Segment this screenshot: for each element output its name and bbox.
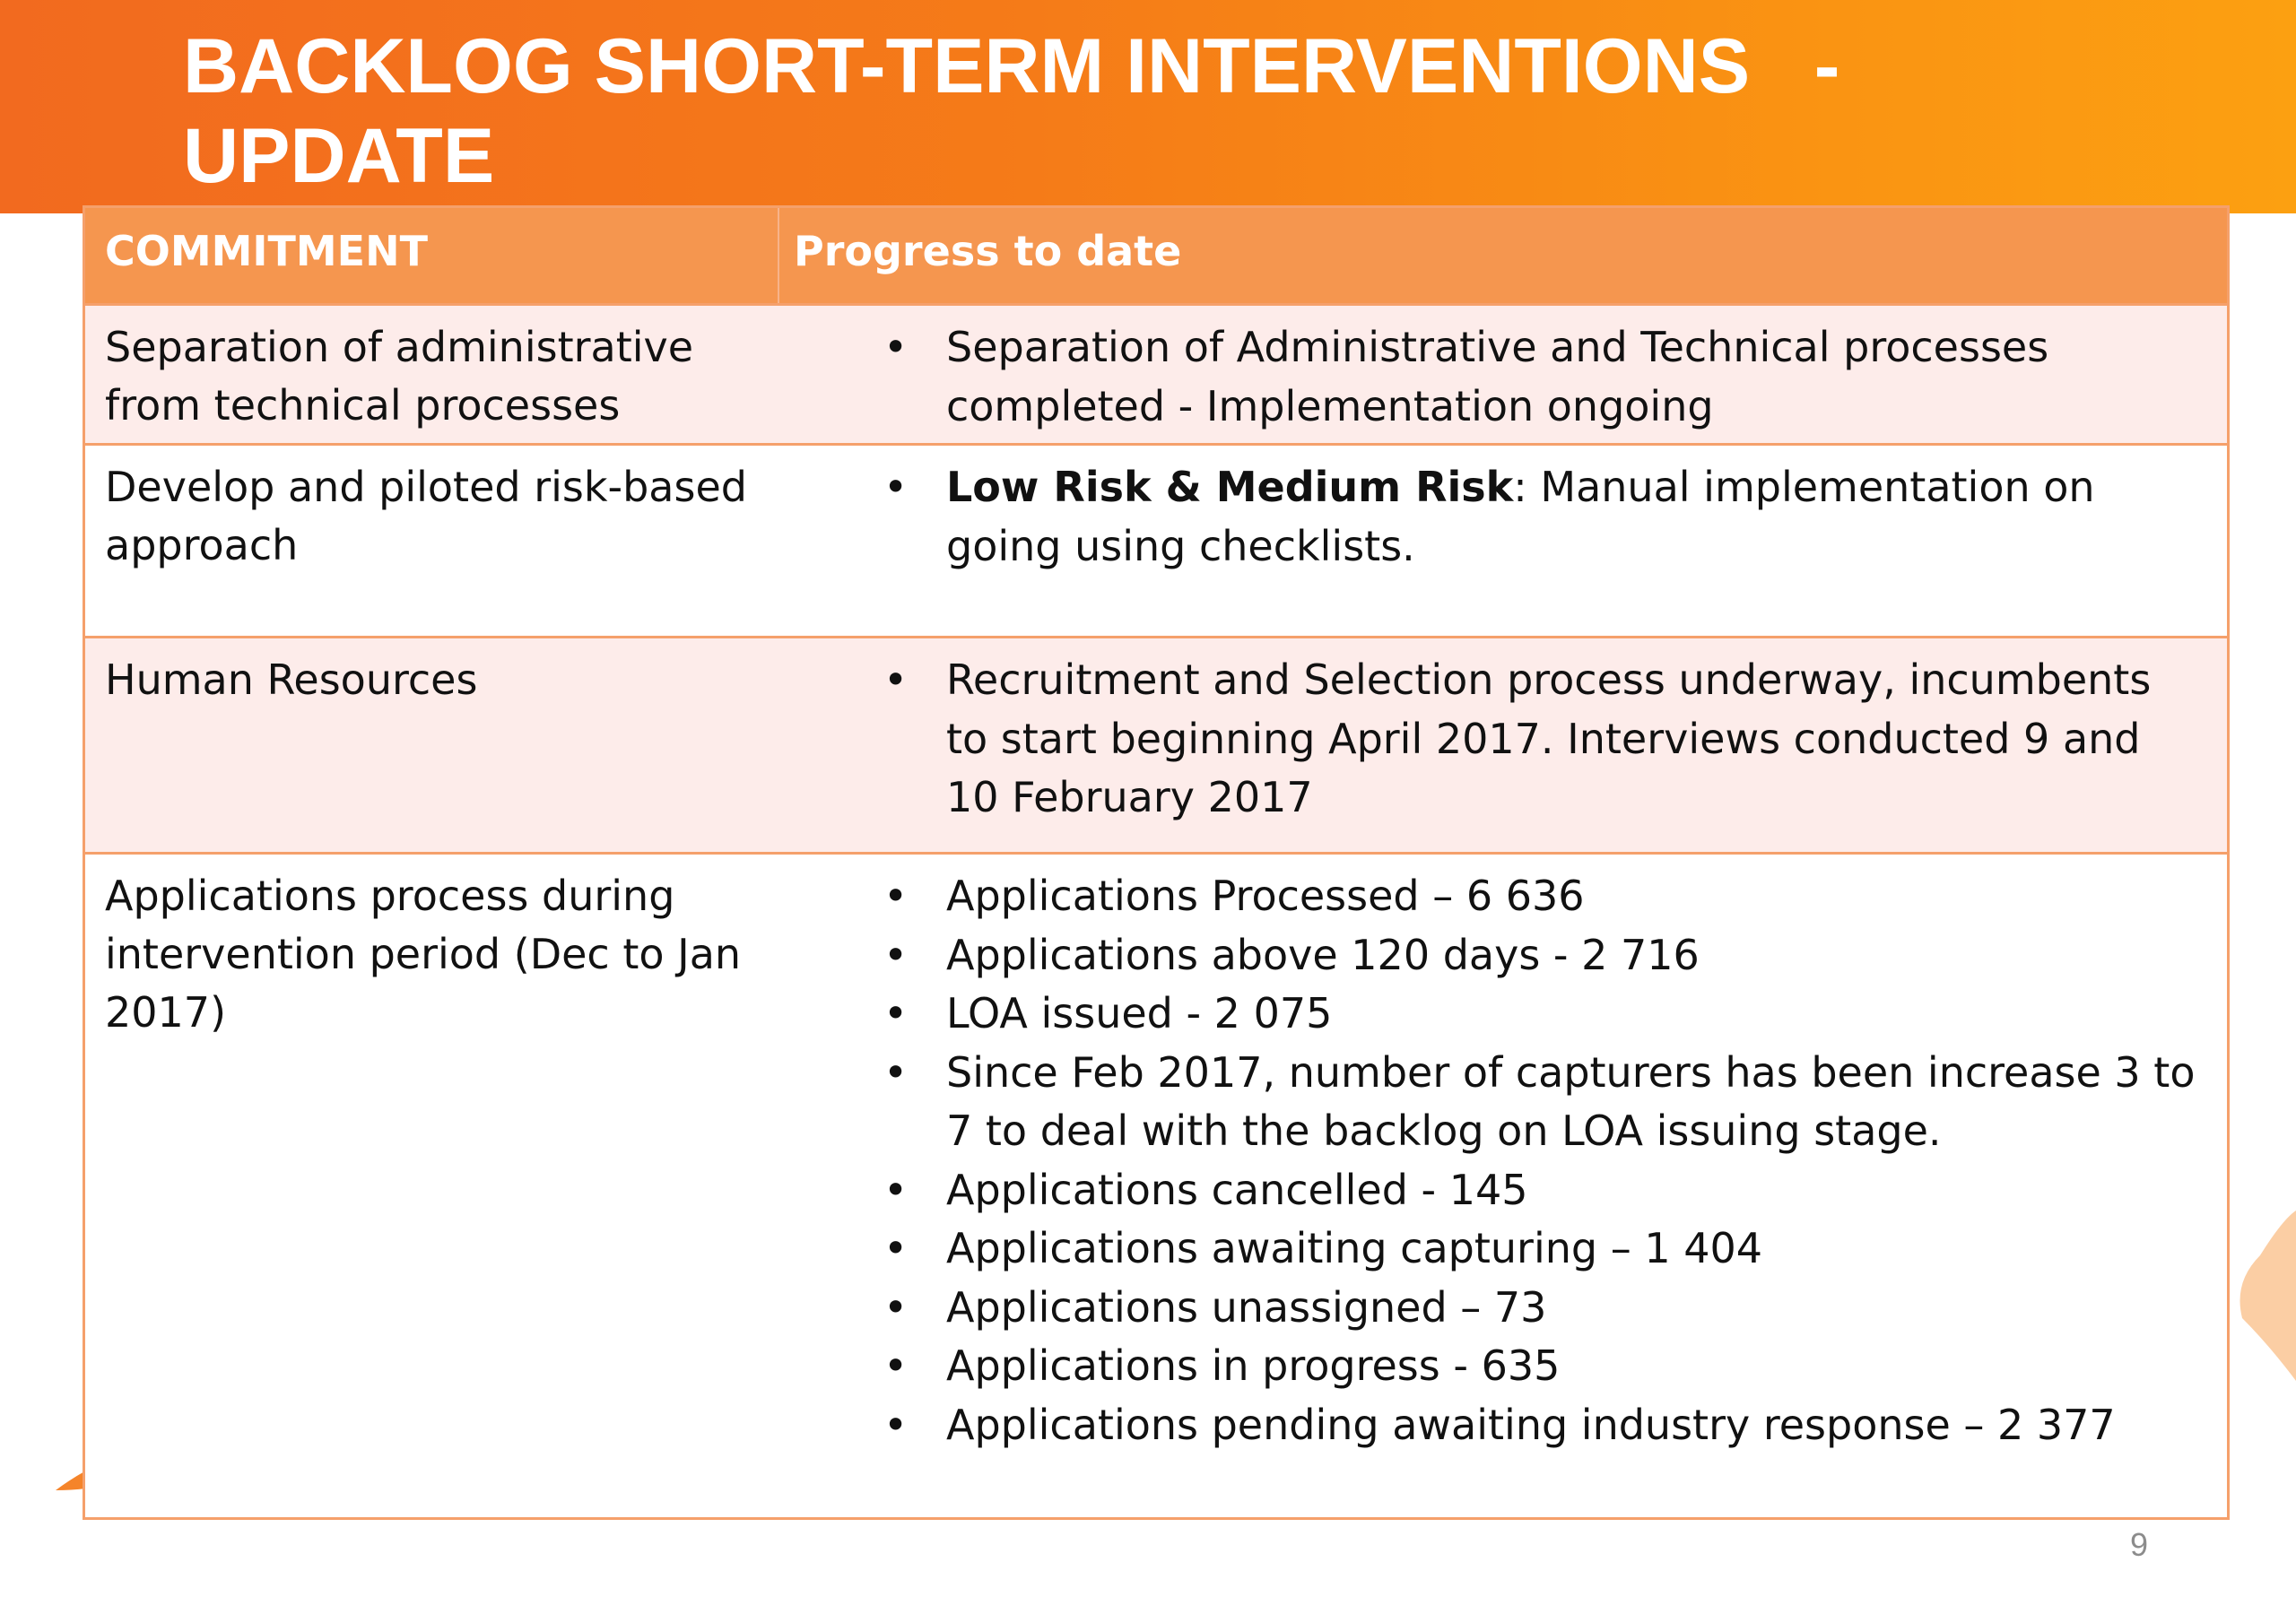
- progress-item: • LOA issued - 2 075: [779, 985, 2209, 1044]
- bullet-icon: •: [883, 1224, 909, 1272]
- table-row: [85, 638, 2227, 855]
- commitment-text: Develop and piloted risk-based approach: [105, 463, 761, 569]
- bullet-icon: •: [883, 1400, 909, 1449]
- table-row: [85, 446, 2227, 638]
- bullet-icon: •: [883, 989, 909, 1037]
- slide-title: BACKLOG SHORT-TERM INTERVENTIONS - UPDATE: [183, 23, 1862, 199]
- bullet-icon: •: [883, 463, 909, 511]
- table-header-row: [85, 208, 2227, 306]
- progress-item: • Applications pending awaiting industry response – 2 377: [779, 1396, 2209, 1455]
- progress-item: • Low Risk & Medium Risk: Manual implementation on going using checklists.: [779, 458, 2209, 576]
- commitment-text: Separation of administrative from technical processes: [105, 323, 707, 430]
- progress-item: • Applications in progress - 635: [779, 1337, 2209, 1396]
- bullet-icon: •: [883, 323, 909, 371]
- progress-cell: [779, 638, 2227, 852]
- table-row: [85, 306, 2227, 446]
- bullet-icon: •: [883, 1282, 909, 1332]
- progress-item: • Separation of Administrative and Technical processes completed - Implementation ongoing: [779, 318, 2209, 436]
- bullet-icon: •: [883, 930, 909, 979]
- commitment-text: Applications process during intervention period (Dec to Jan 2017): [105, 872, 754, 1037]
- header-progress: Progress to date: [794, 227, 1182, 275]
- header-cell-progress: [779, 208, 2227, 303]
- header-commitment: COMMITMENT: [105, 227, 428, 275]
- progress-item: • Applications Processed – 6 636: [779, 867, 2209, 926]
- risk-label: Low Risk & Medium Risk: [946, 463, 1514, 511]
- progress-item: • Since Feb 2017, number of capturers has been increase 3 to 7 to deal with the backlog on LOA issuing stage.: [779, 1044, 2209, 1161]
- progress-cell: [779, 446, 2227, 636]
- commitment-text: Human Resources: [105, 655, 478, 704]
- commitments-table: [83, 205, 2230, 1520]
- progress-cell: [779, 306, 2227, 443]
- progress-list: [779, 651, 2209, 828]
- progress-item: • Applications awaiting capturing – 1 404: [779, 1219, 2209, 1279]
- bullet-icon: •: [883, 1165, 909, 1214]
- page-number: 9: [2130, 1526, 2149, 1563]
- bullet-icon: •: [883, 1047, 909, 1097]
- table-row: [85, 855, 2227, 1517]
- bullet-icon: •: [883, 655, 909, 704]
- commitment-cell: [85, 306, 779, 443]
- bullet-icon: •: [883, 872, 909, 920]
- commitment-cell: [85, 638, 779, 852]
- progress-cell: [779, 855, 2227, 1517]
- header-cell-commitment: [85, 208, 779, 303]
- progress-item: • Applications unassigned – 73: [779, 1279, 2209, 1338]
- progress-list: [779, 318, 2209, 436]
- progress-item: • Applications above 120 days - 2 716: [779, 926, 2209, 985]
- progress-list: [779, 458, 2209, 576]
- progress-list: [779, 867, 2209, 1454]
- commitment-cell: [85, 446, 779, 636]
- progress-item: • Applications cancelled - 145: [779, 1161, 2209, 1220]
- bullet-icon: •: [883, 1341, 909, 1390]
- commitment-cell: [85, 855, 779, 1517]
- progress-item: • Recruitment and Selection process underway, incumbents to start beginning April 2017. Interviews conducted 9 and 10 February 2017: [779, 651, 2209, 828]
